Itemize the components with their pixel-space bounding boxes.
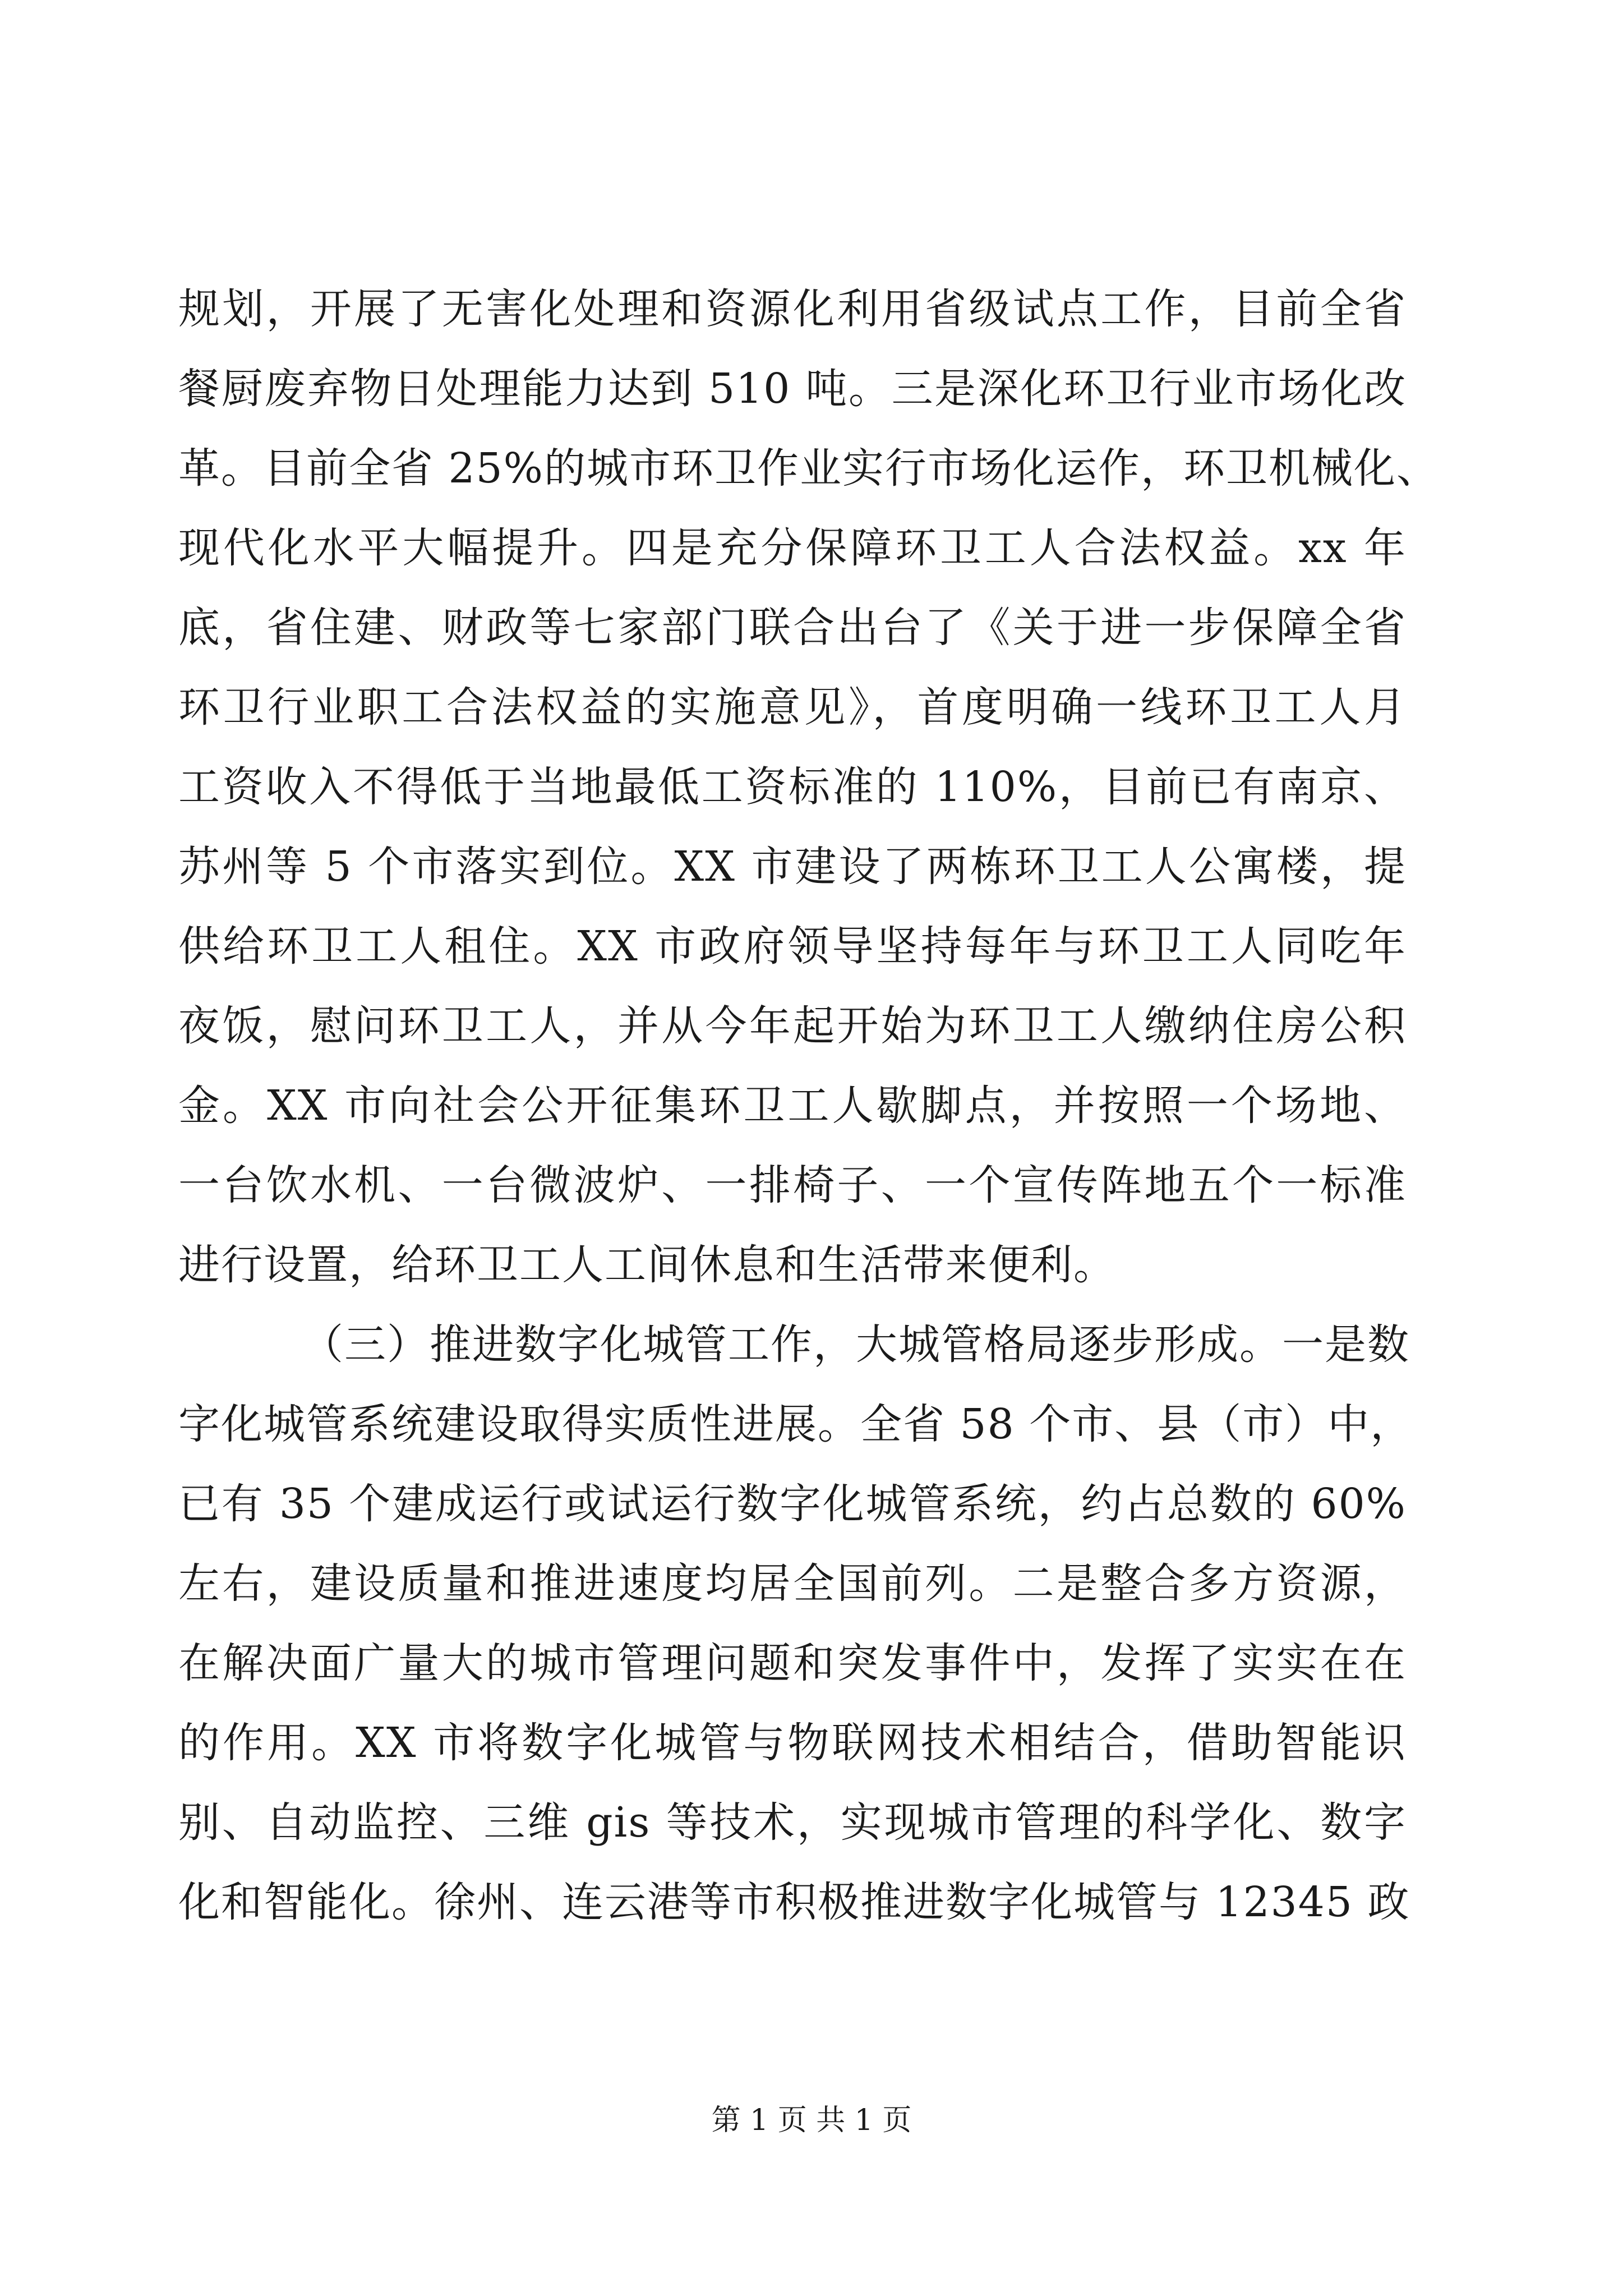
text-line: 别、自动监控、三维 gis 等技术，实现城市管理的科学化、数字 (178, 1798, 1407, 1847)
text-line: 规划，开展了无害化处理和资源化利用省级试点工作，目前全省 (178, 285, 1407, 333)
page-footer: 第 1 页 共 1 页 (711, 2104, 912, 2137)
text-line: 苏州等 5 个市落实到位。XX 市建设了两栋环卫工人公寓楼，提 (178, 843, 1407, 891)
text-line: 左右，建设质量和推进速度均居全国前列。二是整合多方资源， (178, 1559, 1407, 1608)
section-heading-line: （三）推进数字化城管工作，大城管格局逐步形成。一是数 (302, 1320, 1410, 1369)
text-line: 的作用。XX 市将数字化城管与物联网技术相结合，借助智能识 (178, 1719, 1407, 1767)
text-line: 已有 35 个建成运行或试运行数字化城管系统，约占总数的 60% (178, 1480, 1407, 1528)
text-line: 底，省住建、财政等七家部门联合出台了《关于进一步保障全省 (178, 604, 1407, 652)
body-text (178, 269, 1439, 1942)
text-line: 在解决面广量大的城市管理问题和突发事件中，发挥了实实在在 (178, 1639, 1407, 1687)
text-line: 环卫行业职工合法权益的实施意见》，首度明确一线环卫工人月 (178, 683, 1407, 731)
text-line: 现代化水平大幅提升。四是充分保障环卫工人合法权益。xx 年 (178, 524, 1407, 572)
text-line: 夜饭，慰问环卫工人，并从今年起开始为环卫工人缴纳住房公积 (178, 1002, 1407, 1050)
text-line: 化和智能化。徐州、连云港等市积极推进数字化城管与 12345 政 (178, 1878, 1410, 1926)
text-line: 革。目前全省 25%的城市环卫作业实行市场化运作，环卫机械化、 (178, 444, 1439, 493)
text-line: 供给环卫工人租住。XX 市政府领导坚持每年与环卫工人同吃年 (178, 922, 1407, 970)
text-line: 金。XX 市向社会公开征集环卫工人歇脚点，并按照一个场地、 (178, 1082, 1407, 1130)
text-line: 一台饮水机、一台微波炉、一排椅子、一个宣传阵地五个一标准 (178, 1161, 1407, 1209)
text-line: 字化城管系统建设取得实质性进展。全省 58 个市、县（市）中， (178, 1400, 1413, 1448)
text-line: 进行设置，给环卫工人工间休息和生活带来便利。 (178, 1241, 1116, 1289)
text-line: 工资收入不得低于当地最低工资标准的 110%，目前已有南京、 (178, 763, 1407, 811)
text-line: 餐厨废弃物日处理能力达到 510 吨。三是深化环卫行业市场化改 (178, 365, 1407, 413)
